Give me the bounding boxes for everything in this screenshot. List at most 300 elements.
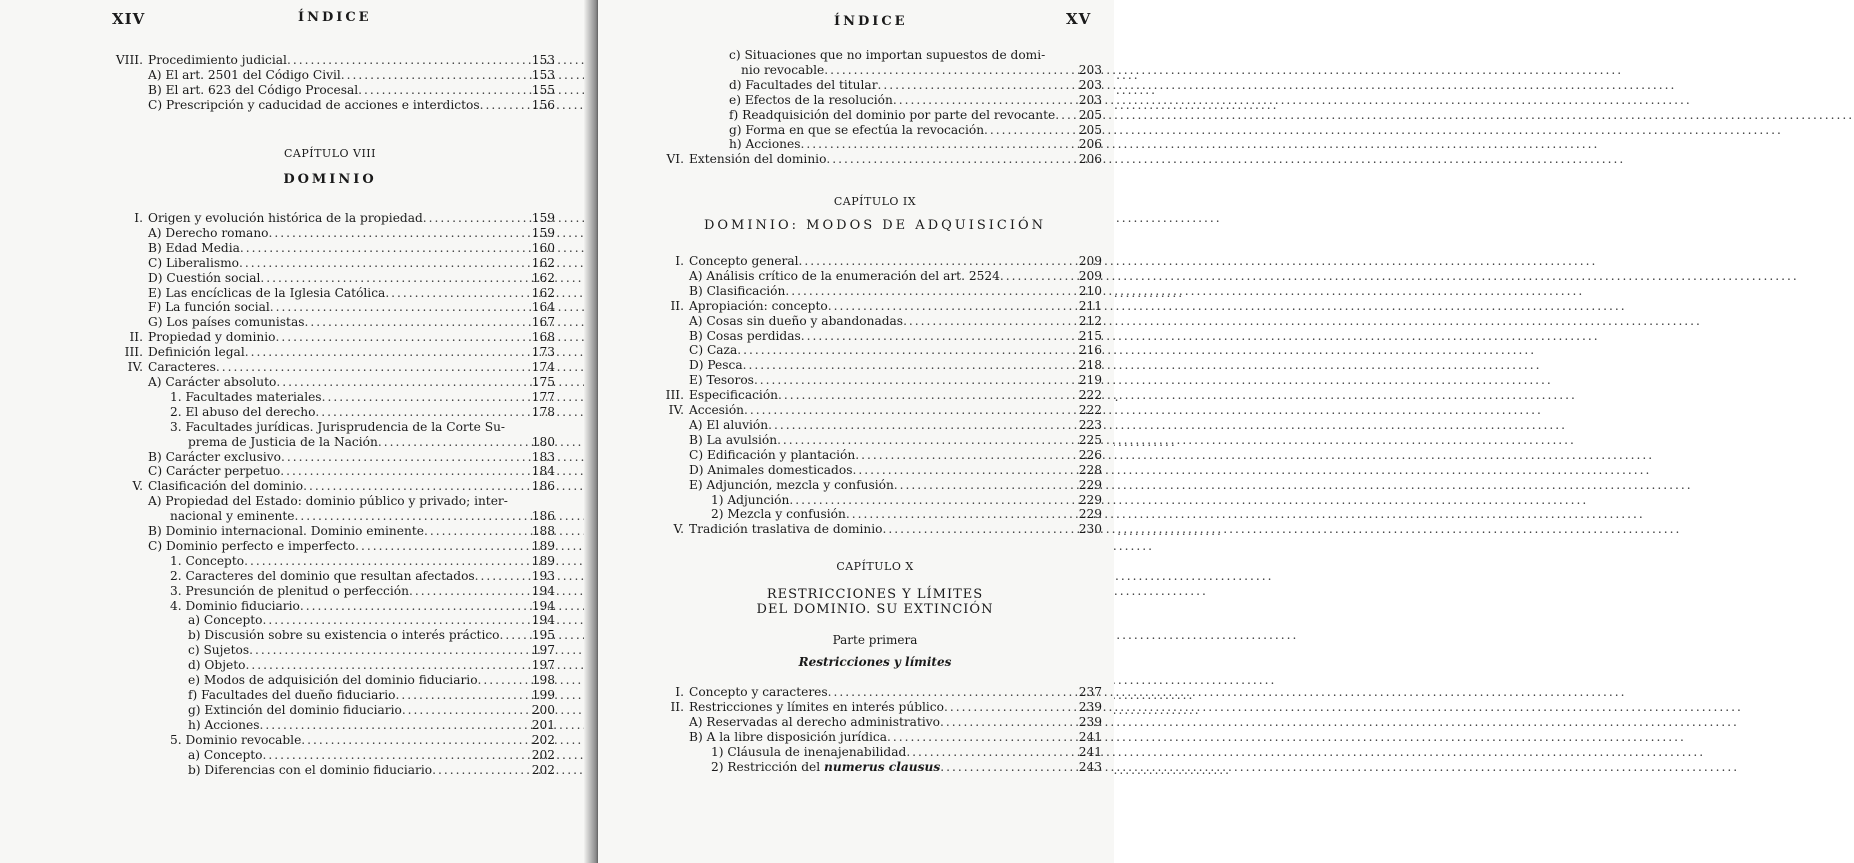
leader-dots bbox=[249, 643, 526, 658]
toc-entry bbox=[105, 435, 555, 450]
toc-entry-page: 237 bbox=[1078, 685, 1102, 699]
toc-entry bbox=[105, 300, 555, 315]
toc-entry-title: c) Situaciones que no importan supuestos de domi- bbox=[729, 48, 1046, 62]
chapter-title-line-2: DEL DOMINIO. SU EXTINCIÓN bbox=[756, 602, 994, 617]
toc-entry-title: Concepto y caracteres bbox=[689, 685, 828, 699]
toc-entry bbox=[105, 494, 555, 509]
toc-entry bbox=[105, 748, 555, 763]
toc-entry-page: 216 bbox=[1078, 343, 1102, 358]
toc-entry-page: 153 bbox=[531, 67, 555, 82]
leader-dots bbox=[262, 613, 525, 628]
leader-dots bbox=[244, 554, 526, 569]
toc-entry bbox=[648, 478, 1102, 493]
chapter-label: CAPÍTULO X bbox=[836, 560, 914, 573]
toc-entry-title: a) Concepto bbox=[188, 613, 263, 628]
toc-entry-page: 178 bbox=[531, 404, 555, 419]
toc-entry bbox=[648, 745, 1102, 760]
toc-entry bbox=[648, 373, 1102, 388]
leader-dots bbox=[269, 226, 526, 241]
toc-entry-title: Propiedad y dominio bbox=[148, 330, 276, 345]
toc-entry-title: 5. Dominio revocable bbox=[170, 732, 302, 747]
leader-dots bbox=[423, 211, 526, 226]
toc-entry-page: 222 bbox=[1078, 388, 1102, 403]
toc-entry bbox=[648, 358, 1102, 373]
toc-entry bbox=[105, 539, 555, 554]
toc-entry-title: nacional y eminente bbox=[170, 509, 295, 524]
toc-entry-title: D) Pesca bbox=[689, 358, 743, 373]
toc-entry-title: 3. Facultades jurídicas. Jurisprudencia de la Corte Su- bbox=[170, 419, 506, 434]
toc-entry-page: 229 bbox=[1078, 507, 1102, 522]
toc-entry-page: 206 bbox=[1078, 152, 1102, 167]
leader-dots bbox=[287, 53, 526, 68]
toc-entry-title: c) Sujetos bbox=[188, 643, 250, 658]
toc-entry-page: 203 bbox=[1078, 62, 1102, 77]
leader-dots bbox=[304, 315, 525, 330]
toc-entry bbox=[105, 450, 555, 465]
leader-dots bbox=[799, 254, 1073, 269]
chapter-title-line-1: RESTRICCIONES Y LÍMITES bbox=[766, 587, 984, 602]
part-label: Parte primera bbox=[832, 633, 918, 647]
toc-entry-title: B) Dominio internacional. Dominio eminente bbox=[148, 524, 424, 539]
toc-entry-title: 2) Mezcla y confusión bbox=[711, 507, 846, 522]
leader-dots bbox=[378, 435, 526, 450]
toc-entry bbox=[648, 388, 1102, 403]
toc-entry-page: 194 bbox=[531, 613, 555, 628]
toc-entry-page: 194 bbox=[531, 598, 555, 613]
leader-dots bbox=[395, 688, 525, 703]
toc-entry-page: 222 bbox=[1078, 403, 1102, 418]
toc-entry bbox=[105, 524, 555, 539]
toc-entry-page: 160 bbox=[531, 240, 555, 255]
toc-entry-page: 174 bbox=[531, 360, 555, 375]
leader-dots bbox=[260, 271, 525, 286]
toc-entry-title: B) Carácter exclusivo bbox=[148, 449, 281, 464]
toc-entry-title: f) Readquisición del dominio por parte del revocante bbox=[729, 107, 1056, 122]
toc-entry-title: B) El art. 623 del Código Procesal bbox=[148, 82, 359, 97]
toc-entry bbox=[648, 329, 1102, 344]
toc-entry-page: 153 bbox=[531, 53, 555, 67]
toc-entry bbox=[105, 554, 555, 569]
toc-entry-title: B) A la libre disposición jurídica bbox=[689, 729, 887, 744]
leader-dots bbox=[846, 507, 1073, 522]
toc-entry-title: C) Prescripción y caducidad de acciones e interdictos bbox=[148, 97, 480, 112]
right-page-number: XV bbox=[1066, 10, 1092, 28]
leader-dots bbox=[828, 685, 1073, 700]
toc-entry-page: 188 bbox=[531, 524, 555, 539]
toc-entry-title: A) Análisis crítico de la enumeración del art. 2524 bbox=[689, 268, 1000, 283]
toc-entry-title: 4. Dominio fiduciario bbox=[170, 598, 300, 613]
toc-entry-title: 2. El abuso del derecho bbox=[170, 404, 316, 419]
toc-entry bbox=[105, 420, 555, 435]
toc-entry bbox=[648, 63, 1102, 78]
toc-entry-title: E) Las encíclicas de la Iglesia Católica bbox=[148, 285, 386, 300]
chapter-8-heading bbox=[105, 147, 555, 187]
leader-dots bbox=[315, 405, 525, 420]
toc-entry-page: 194 bbox=[531, 583, 555, 598]
toc-entry bbox=[105, 405, 555, 420]
toc-entry-title: Clasificación del dominio bbox=[148, 479, 304, 494]
toc-entry-page: 202 bbox=[531, 747, 555, 762]
toc-entry-page: 239 bbox=[1078, 714, 1102, 729]
toc-entry bbox=[105, 256, 555, 271]
toc-entry-title: Caracteres bbox=[148, 360, 216, 375]
leader-dots bbox=[893, 93, 1073, 108]
leader-dots bbox=[259, 718, 525, 733]
toc-entry bbox=[648, 108, 1102, 123]
leader-dots bbox=[940, 760, 1073, 775]
toc-entry bbox=[105, 584, 555, 599]
leader-dots bbox=[743, 358, 1073, 373]
toc-entry bbox=[105, 509, 555, 524]
toc-entry-page: 197 bbox=[531, 643, 555, 658]
leader-dots bbox=[737, 343, 1073, 358]
toc-entry-title: h) Acciones bbox=[729, 137, 801, 152]
toc-entry-title: D) Cuestión social bbox=[148, 270, 261, 285]
leader-dots bbox=[480, 98, 526, 113]
leader-dots bbox=[295, 509, 526, 524]
left-main-toc bbox=[105, 211, 555, 777]
leader-dots bbox=[402, 703, 526, 718]
toc-entry bbox=[105, 98, 555, 113]
toc-entry bbox=[105, 211, 555, 226]
leader-dots bbox=[478, 673, 526, 688]
toc-entry-page: 239 bbox=[1078, 699, 1102, 714]
toc-entry-page: 162 bbox=[531, 285, 555, 300]
toc-entry-title: 1) Cláusula de inenajenabilidad bbox=[711, 744, 907, 759]
toc-entry-page: 164 bbox=[531, 300, 555, 315]
toc-entry-page: 228 bbox=[1078, 462, 1102, 477]
leader-dots bbox=[341, 68, 526, 83]
toc-entry bbox=[105, 703, 555, 718]
toc-entry-page: 155 bbox=[531, 82, 555, 97]
right-top-toc bbox=[648, 48, 1102, 167]
toc-entry bbox=[105, 613, 555, 628]
toc-entry-title: Extensión del dominio bbox=[689, 152, 827, 167]
toc-entry bbox=[648, 403, 1102, 418]
toc-entry-number: I. bbox=[675, 254, 684, 268]
toc-entry-page: 241 bbox=[1078, 744, 1102, 759]
toc-entry bbox=[648, 715, 1102, 730]
leader-dots bbox=[301, 733, 525, 748]
leader-dots bbox=[245, 345, 526, 360]
toc-entry-title: 2. Caracteres del dominio que resultan afectados bbox=[170, 568, 475, 583]
chapter-10-heading bbox=[648, 560, 1102, 669]
toc-entry-title: b) Discusión sobre su existencia o interés práctico bbox=[188, 628, 500, 643]
toc-entry-page: 184 bbox=[531, 464, 555, 479]
chapter-9-toc bbox=[648, 254, 1102, 537]
toc-entry-title: C) Dominio perfecto e imperfecto bbox=[148, 538, 356, 553]
toc-entry-title: e) Efectos de la resolución bbox=[729, 92, 893, 107]
toc-entry-title: B) Cosas perdidas bbox=[689, 328, 801, 343]
chapter-label: CAPÍTULO VIII bbox=[283, 147, 376, 160]
toc-entry bbox=[105, 688, 555, 703]
leader-dots bbox=[300, 599, 526, 614]
toc-entry bbox=[648, 493, 1102, 508]
toc-entry-title: 2) Restricción del numerus clausus bbox=[711, 759, 941, 774]
toc-entry-title: Tradición traslativa de dominio bbox=[689, 522, 883, 537]
toc-entry-title: A) El art. 2501 del Código Civil bbox=[148, 67, 341, 82]
leader-dots bbox=[940, 715, 1073, 730]
toc-entry bbox=[105, 673, 555, 688]
toc-entry-title: d) Objeto bbox=[188, 658, 246, 673]
toc-entry bbox=[105, 226, 555, 241]
leader-dots bbox=[239, 256, 526, 271]
toc-entry bbox=[105, 286, 555, 301]
leader-dots bbox=[903, 314, 1073, 329]
toc-entry-number: VIII. bbox=[115, 53, 143, 67]
left-running-head: ÍNDICE bbox=[298, 10, 372, 25]
toc-entry-title: d) Facultades del titular bbox=[729, 77, 878, 92]
toc-entry-title: A) Cosas sin dueño y abandonadas bbox=[689, 313, 904, 328]
toc-entry-page: 211 bbox=[1078, 298, 1102, 313]
toc-entry-title: 1. Concepto bbox=[170, 553, 245, 568]
toc-entry bbox=[105, 68, 555, 83]
toc-entry-number: III. bbox=[124, 345, 143, 360]
leader-dots bbox=[826, 152, 1072, 167]
toc-entry-title: nio revocable bbox=[741, 62, 825, 77]
leader-dots bbox=[475, 569, 526, 584]
toc-entry bbox=[648, 700, 1102, 715]
toc-entry-page: 199 bbox=[531, 688, 555, 702]
leader-dots bbox=[800, 137, 1072, 152]
toc-entry-title: Especificación bbox=[689, 388, 779, 403]
toc-entry bbox=[648, 269, 1102, 284]
toc-entry bbox=[105, 53, 555, 68]
toc-entry bbox=[648, 137, 1102, 152]
chapter-title: DOMINIO bbox=[283, 172, 377, 187]
toc-entry-page: 206 bbox=[1078, 137, 1102, 152]
leader-dots bbox=[894, 478, 1073, 493]
toc-entry-page: 159 bbox=[531, 211, 555, 225]
toc-entry-title: Procedimiento judicial bbox=[148, 53, 287, 67]
leader-dots bbox=[270, 300, 526, 315]
toc-entry-page: 195 bbox=[531, 628, 555, 643]
leader-dots bbox=[785, 284, 1072, 299]
toc-entry bbox=[648, 152, 1102, 167]
toc-entry bbox=[105, 718, 555, 733]
chapter-label: CAPÍTULO IX bbox=[833, 195, 917, 208]
toc-entry-title: C) Liberalismo bbox=[148, 255, 239, 270]
toc-entry-number: VI. bbox=[666, 152, 684, 167]
leader-dots bbox=[240, 241, 526, 256]
toc-entry-page: 203 bbox=[1078, 77, 1102, 92]
toc-entry-title: 1) Adjunción bbox=[711, 492, 790, 507]
toc-entry-number: V. bbox=[132, 479, 143, 494]
toc-entry bbox=[105, 330, 555, 345]
toc-entry bbox=[648, 730, 1102, 745]
toc-entry-page: 197 bbox=[531, 658, 555, 673]
toc-entry-page: 223 bbox=[1078, 417, 1102, 432]
leader-dots bbox=[777, 433, 1073, 448]
toc-entry-title: a) Concepto bbox=[188, 747, 263, 762]
toc-entry-title: A) Propiedad del Estado: dominio público y privado; inter- bbox=[148, 494, 508, 509]
toc-entry-title: E) Tesoros bbox=[689, 373, 754, 388]
toc-entry-page: 203 bbox=[1078, 92, 1102, 107]
toc-entry-title: Concepto general bbox=[689, 254, 799, 268]
toc-entry-title: E) Adjunción, mezcla y confusión bbox=[689, 477, 894, 492]
toc-entry-number: II. bbox=[670, 298, 684, 313]
toc-entry-page: 212 bbox=[1078, 313, 1102, 328]
leader-dots bbox=[887, 730, 1073, 745]
leader-dots bbox=[275, 330, 525, 345]
toc-entry-title: A) Derecho romano bbox=[148, 225, 269, 240]
leader-dots bbox=[768, 418, 1073, 433]
toc-entry-page: 201 bbox=[531, 717, 555, 732]
leader-dots bbox=[424, 524, 526, 539]
leader-dots bbox=[984, 123, 1073, 138]
toc-entry bbox=[105, 241, 555, 256]
toc-entry-title: Accesión bbox=[689, 403, 745, 418]
leader-dots bbox=[355, 539, 526, 554]
toc-entry-title: C) Caza bbox=[689, 343, 738, 358]
toc-entry bbox=[105, 375, 555, 390]
toc-entry-number: III. bbox=[665, 388, 684, 403]
leader-dots bbox=[358, 83, 526, 98]
leader-dots bbox=[432, 763, 526, 778]
toc-entry bbox=[648, 48, 1102, 63]
chapter-title: DOMINIO: MODOS DE ADQUISICIÓN bbox=[703, 218, 1047, 233]
leader-dots bbox=[855, 448, 1073, 463]
toc-entry-page: 219 bbox=[1078, 373, 1102, 388]
toc-entry bbox=[648, 463, 1102, 478]
leader-dots bbox=[216, 360, 526, 375]
leader-dots bbox=[245, 658, 525, 673]
toc-entry bbox=[105, 658, 555, 673]
toc-entry-page: 189 bbox=[531, 538, 555, 553]
toc-entry bbox=[648, 448, 1102, 463]
toc-entry bbox=[105, 599, 555, 614]
toc-entry-page: 225 bbox=[1078, 432, 1102, 447]
toc-entry-page: 168 bbox=[531, 330, 555, 345]
toc-entry-title: A) Reservadas al derecho administrativo bbox=[689, 714, 940, 729]
toc-entry bbox=[105, 763, 555, 778]
toc-entry bbox=[648, 685, 1102, 700]
toc-entry bbox=[105, 390, 555, 405]
toc-entry bbox=[105, 83, 555, 98]
toc-entry-page: 175 bbox=[531, 374, 555, 389]
leader-dots bbox=[883, 522, 1073, 537]
toc-entry-page: 205 bbox=[1078, 122, 1102, 137]
toc-entry bbox=[648, 343, 1102, 358]
toc-entry bbox=[648, 507, 1102, 522]
toc-entry bbox=[648, 284, 1102, 299]
toc-entry-title: f) Facultades del dueño fiduciario bbox=[188, 688, 396, 702]
leader-dots bbox=[276, 375, 525, 390]
toc-entry bbox=[105, 479, 555, 494]
toc-entry-title: e) Modos de adquisición del dominio fiduciario bbox=[188, 673, 478, 688]
toc-entry-title: B) La avulsión bbox=[689, 432, 778, 447]
leader-dots bbox=[1055, 108, 1072, 123]
left-top-toc bbox=[105, 53, 555, 113]
toc-entry-number: V. bbox=[673, 522, 684, 537]
toc-entry-page: 159 bbox=[531, 225, 555, 240]
toc-entry-page: 209 bbox=[1078, 268, 1102, 283]
left-page bbox=[0, 0, 598, 863]
toc-entry-title: B) Clasificación bbox=[689, 283, 786, 298]
toc-entry bbox=[648, 433, 1102, 448]
toc-entry-page: 162 bbox=[531, 270, 555, 285]
toc-entry-page: 200 bbox=[531, 702, 555, 717]
toc-entry-title: G) Los países comunistas bbox=[148, 315, 305, 330]
toc-entry-title: F) La función social bbox=[148, 300, 270, 315]
right-running-head: ÍNDICE bbox=[834, 14, 908, 29]
toc-entry bbox=[105, 315, 555, 330]
leader-dots bbox=[744, 403, 1073, 418]
toc-entry-page: 173 bbox=[531, 345, 555, 360]
toc-entry-title: Apropiación: concepto bbox=[689, 298, 828, 313]
left-page-number: XIV bbox=[112, 10, 146, 28]
toc-entry bbox=[105, 733, 555, 748]
leader-dots bbox=[385, 286, 525, 301]
toc-entry-page: 198 bbox=[531, 673, 555, 688]
toc-entry-number: IV. bbox=[127, 360, 143, 375]
toc-entry-title: D) Animales domesticados bbox=[689, 462, 853, 477]
toc-entry-number: II. bbox=[670, 699, 684, 714]
toc-entry bbox=[105, 345, 555, 360]
toc-entry-title: prema de Justicia de la Nación bbox=[188, 434, 378, 449]
leader-dots bbox=[262, 748, 525, 763]
toc-entry-title: Origen y evolución histórica de la propiedad bbox=[148, 211, 423, 225]
toc-entry-page: 241 bbox=[1078, 729, 1102, 744]
toc-entry-title: g) Forma en que se efectúa la revocación bbox=[729, 122, 985, 137]
leader-dots bbox=[500, 628, 526, 643]
toc-entry bbox=[105, 464, 555, 479]
leader-dots bbox=[281, 450, 526, 465]
leader-dots bbox=[322, 390, 526, 405]
toc-entry-title: b) Diferencias con el dominio fiduciario bbox=[188, 762, 433, 777]
toc-entry-number: II. bbox=[129, 330, 143, 345]
toc-entry-title: g) Extinción del dominio fiduciario bbox=[188, 702, 402, 717]
leader-dots bbox=[828, 299, 1073, 314]
chapter-10-toc bbox=[648, 685, 1102, 774]
toc-entry-number: I. bbox=[134, 211, 143, 225]
toc-entry-title: A) El aluvión bbox=[689, 417, 769, 432]
toc-entry-number: IV. bbox=[668, 403, 684, 418]
toc-entry-number: I. bbox=[675, 685, 684, 699]
toc-entry bbox=[105, 569, 555, 584]
toc-entry-page: 183 bbox=[531, 449, 555, 464]
toc-entry-page: 209 bbox=[1078, 254, 1102, 268]
toc-entry bbox=[648, 760, 1102, 775]
leader-dots bbox=[280, 464, 526, 479]
leader-dots bbox=[852, 463, 1072, 478]
toc-entry-page: 162 bbox=[531, 255, 555, 270]
leader-dots bbox=[906, 745, 1072, 760]
toc-entry-page: 230 bbox=[1078, 522, 1102, 537]
leader-dots bbox=[801, 329, 1073, 344]
toc-entry bbox=[648, 418, 1102, 433]
toc-entry bbox=[105, 271, 555, 286]
toc-entry-page: 180 bbox=[531, 434, 555, 449]
toc-entry-page: 167 bbox=[531, 315, 555, 330]
toc-entry bbox=[105, 628, 555, 643]
toc-entry-title: A) Carácter absoluto bbox=[148, 374, 277, 389]
toc-entry bbox=[105, 643, 555, 658]
leader-dots bbox=[778, 388, 1073, 403]
part-subtitle: Restricciones y límites bbox=[798, 655, 952, 669]
leader-dots bbox=[944, 700, 1073, 715]
toc-entry bbox=[648, 299, 1102, 314]
leader-dots bbox=[409, 584, 526, 599]
toc-entry-page: 177 bbox=[531, 389, 555, 404]
toc-entry bbox=[105, 360, 555, 375]
toc-entry-page: 215 bbox=[1078, 328, 1102, 343]
toc-entry-title: C) Edificación y plantación bbox=[689, 447, 856, 462]
toc-entry-page: 186 bbox=[531, 479, 555, 494]
toc-entry-page: 202 bbox=[531, 732, 555, 747]
toc-entry-page: 186 bbox=[531, 509, 555, 524]
toc-entry bbox=[648, 522, 1102, 537]
